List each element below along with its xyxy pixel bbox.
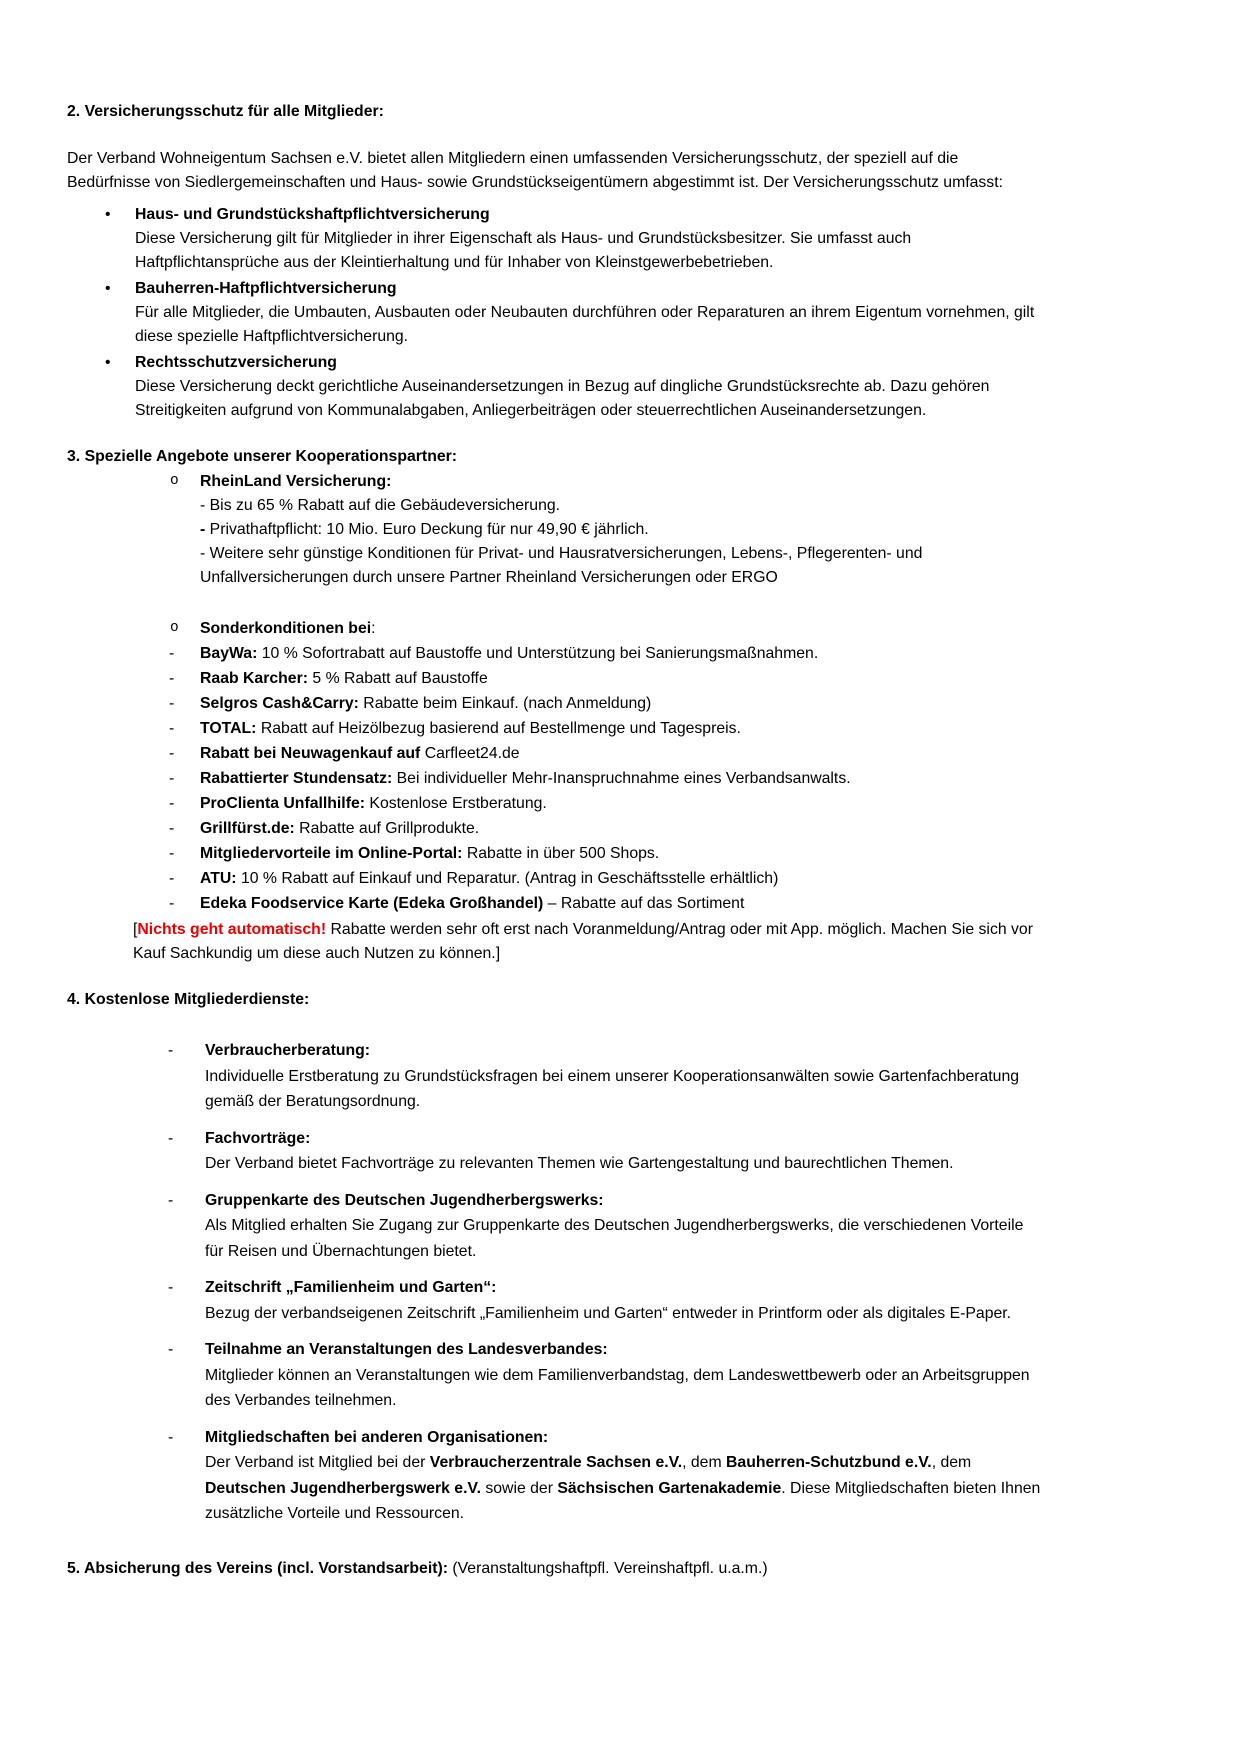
partner-item-proclienta [67,792,1045,816]
service-item-title: Teilnahme an Veranstaltungen des Landesverbandes: [205,1341,608,1358]
partner-rest: 5 % Rabatt auf Baustoffe [308,670,488,687]
document-page [67,100,1045,1581]
service-item-veranstaltungen [67,1337,1045,1414]
section4-heading: 4. Kostenlose Mitgliederdienste: [67,991,310,1008]
service-item-title: Zeitschrift „Familienheim und Garten“: [205,1279,497,1296]
insurance-item-haus [67,203,1045,275]
insurance-item-title: Rechtsschutzversicherung [135,354,337,371]
dash-icon: - [169,745,175,762]
automatic-note: [Nichts geht automatisch! Rabatte werden sehr oft erst nach Voranmeldung/Antrag oder mit App. möglich. Machen Sie sich vor Kauf Sachkundig um diese auch Nutzen zu können.] [133,921,1033,962]
partner-rest: Carfleet24.de [420,745,520,762]
partner-lead: Mitgliedervorteile im Online-Portal: [200,845,463,862]
partner-rest: Rabatte auf Grillprodukte. [294,820,480,837]
dash-icon: - [169,720,175,737]
sonderkonditionen-title-colon: : [371,620,376,637]
insurance-item-title: Haus- und Grundstückshaftpflichtversicherung [135,206,490,223]
dash-icon: - [169,845,175,862]
partner-rest: Rabatte beim Einkauf. (nach Anmeldung) [358,695,652,712]
partner-lead: Rabattierter Stundensatz: [200,770,393,787]
insurance-list [67,203,1045,423]
rheinland-line: - Weitere sehr günstige Konditionen für Privat- und Hausratversicherungen, Lebens-, Pflegerenten- und Unfallversicherungen durch unsere Partner Rheinland Versicherungen oder ERGO [200,545,923,586]
dash-icon: - [169,695,175,712]
rheinland-line: - Privathaftpflicht: 10 Mio. Euro Deckung für nur 49,90 € jährlich. [200,521,649,538]
partner-list [67,642,1045,916]
service-item-body: Der Verband bietet Fachvorträge zu relevanten Themen wie Gartengestaltung und baurechtlichen Themen. [205,1155,954,1172]
dash-icon: - [168,1428,174,1446]
bullet-icon: • [105,354,111,371]
service-item-body: Als Mitglied erhalten Sie Zugang zur Gruppenkarte des Deutschen Jugendherbergswerks, die verschiedenen Vorteile für Reisen und Übernachtungen bietet. [205,1217,1024,1260]
partner-rest: 10 % Rabatt auf Einkauf und Reparatur. (Antrag in Geschäftsstelle erhältlich) [236,870,779,887]
service-item-gruppenkarte [67,1188,1045,1265]
service-item-body: Bezug der verbandseigenen Zeitschrift „Familienheim und Garten“ entweder in Printform oder als digitales E-Paper. [205,1304,1012,1322]
partner-item-edeka [67,892,1045,916]
section5-heading-rest: (Veranstaltungshaftpfl. Vereinshaftpfl. u.a.m.) [447,1559,768,1577]
services-list [67,1038,1045,1527]
rheinland-title: RheinLand Versicherung: [200,473,392,490]
bullet-icon: • [105,280,111,297]
partner-rest: – Rabatte auf das Sortiment [543,895,745,912]
section5-heading [67,1557,1045,1581]
dash-icon: - [168,1042,174,1059]
partner-item-online-portal [67,842,1045,866]
partner-lead: Grillfürst.de: [200,820,295,837]
service-item-title: Verbraucherberatung: [205,1042,371,1059]
rheinland-block [67,470,1045,590]
partner-item-raab-karcher [67,667,1045,691]
partner-rest: Rabatte in über 500 Shops. [462,845,660,862]
dash-icon: - [169,895,175,912]
service-item-zeitschrift [67,1275,1045,1326]
dash-icon: - [169,870,175,887]
service-item-body: Mitglieder können an Veranstaltungen wie dem Familienverbandstag, dem Landeswettbewerb oder an Arbeitsgruppen des Verbandes teilnehmen. [205,1366,1030,1409]
bullet-icon: • [105,206,111,223]
dash-icon: - [169,795,175,812]
service-item-mitgliedschaften [67,1425,1045,1527]
service-item-title: Gruppenkarte des Deutschen Jugendherbergswerks: [205,1191,604,1209]
partner-lead: Edeka Foodservice Karte (Edeka Großhandel) [200,895,544,912]
sonderkonditionen-title: Sonderkonditionen bei [200,620,372,637]
dash-icon: - [168,1279,174,1296]
rheinland-line: - Bis zu 65 % Rabatt auf die Gebäudeversicherung. [200,497,561,514]
partner-lead: ProClienta Unfallhilfe: [200,795,366,812]
partner-rest: Bei individueller Mehr-Inanspruchnahme eines Verbandsanwalts. [392,770,851,787]
partner-lead: Selgros Cash&Carry: [200,695,359,712]
insurance-item-body: Für alle Mitglieder, die Umbauten, Ausbauten oder Neubauten durchführen oder Reparaturen an ihrem Eigentum vornehmen, gilt diese spezielle Haftpflichtversicherung. [135,304,1035,345]
insurance-item-bauherren [67,277,1045,349]
partner-lead: Rabatt bei Neuwagenkauf auf [200,745,421,762]
partner-item-grillfuerst [67,817,1045,841]
service-item-body: Individuelle Erstberatung zu Grundstücksfragen bei einem unserer Kooperationsanwälten sowie Gartenfachberatung gemäß der Beratungsordnung. [205,1067,1020,1110]
partner-item-total [67,717,1045,741]
dash-icon: - [168,1191,174,1209]
section2-heading: 2. Versicherungsschutz für alle Mitglieder: [67,103,384,120]
partner-item-atu [67,867,1045,891]
partner-lead: ATU: [200,870,237,887]
partner-lead: Raab Karcher: [200,670,308,687]
dash-icon: - [169,820,175,837]
dash-icon: - [168,1341,174,1358]
insurance-item-body: Diese Versicherung gilt für Mitglieder in ihrer Eigenschaft als Haus- und Grundstücksbesitzer. Sie umfasst auch Haftpflichtansprüche aus der Kleintierhaltung und für Inhaber von Kleinstgewerbebetrieben. [135,230,912,271]
service-item-verbraucherberatung [67,1038,1045,1115]
service-item-body: Der Verband ist Mitglied bei der Verbraucherzentrale Sachsen e.V., dem Bauherren-Schutzbund e.V., dem Deutschen Jugendherbergswerk e.V. sowie der Sächsischen Gartenakademie. Diese Mitgliedschaften bieten Ihnen zusätzliche Vorteile und Ressourcen. [205,1454,1041,1522]
partner-rest: Rabatt auf Heizölbezug basierend auf Bestellmenge und Tagespreis. [256,720,741,737]
dash-icon: - [169,645,175,662]
dash-icon: - [169,770,175,787]
service-item-title: Fachvorträge: [205,1129,311,1147]
insurance-item-title: Bauherren-Haftpflichtversicherung [135,280,397,297]
circle-bullet-icon: o [170,473,179,489]
partner-rest: 10 % Sofortrabatt auf Baustoffe und Unterstützung bei Sanierungsmaßnahmen. [257,645,819,662]
service-item-fachvortraege [67,1126,1045,1177]
section2-intro-paragraph: Der Verband Wohneigentum Sachsen e.V. bietet allen Mitgliedern einen umfassenden Versicherungsschutz, der speziell auf die Bedürfnisse von Siedlergemeinschaften und Haus- sowie Grundstückseigentümern abgestimmt ist. Der Versicherungsschutz umfasst: [67,150,1003,191]
section3-heading: 3. Spezielle Angebote unserer Kooperationspartner: [67,448,458,465]
service-item-title: Mitgliedschaften bei anderen Organisationen: [205,1428,549,1446]
partner-item-baywa [67,642,1045,666]
sonderkonditionen-title-row [67,617,1045,641]
dash-icon: - [168,1129,174,1147]
partner-item-selgros [67,692,1045,716]
partner-rest: Kostenlose Erstberatung. [365,795,547,812]
section5-heading-bold: 5. Absicherung des Vereins (incl. Vorstandsarbeit): [67,1559,448,1577]
partner-item-stundensatz [67,767,1045,791]
dash-icon: - [169,670,175,687]
partner-item-carfleet [67,742,1045,766]
partner-lead: BayWa: [200,645,258,662]
insurance-item-rechtsschutz [67,351,1045,423]
partner-lead: TOTAL: [200,720,257,737]
circle-bullet-icon: o [170,620,179,636]
insurance-item-body: Diese Versicherung deckt gerichtliche Auseinandersetzungen in Bezug auf dingliche Grundstücksrechte ab. Dazu gehören Streitigkeiten aufgrund von Kommunalabgaben, Anliegerbeiträgen oder steuerrechtlichen Auseinandersetzungen. [135,378,990,419]
